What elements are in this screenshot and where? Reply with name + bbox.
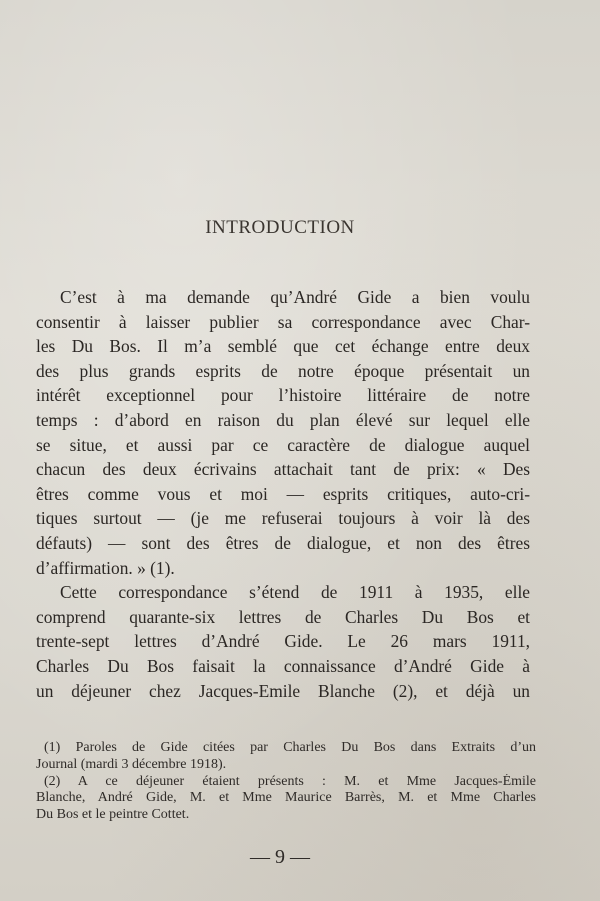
footnote-line: Journal (mardi 3 décembre 1918). bbox=[36, 756, 227, 772]
footnote-line: (1) Paroles de Gide citées par Charles Du Bos dans Extraits d’un bbox=[44, 740, 536, 755]
body-line: d’affirmation. » (1). bbox=[36, 557, 175, 578]
body-line: êtres comme vous et moi — esprits critiques, auto-cri- bbox=[36, 483, 530, 504]
footnotes bbox=[36, 740, 536, 824]
body-line: comprend quarante-six lettres de Charles Du Bos et bbox=[36, 606, 530, 627]
body-line: trente-sept lettres d’André Gide. Le 26 mars 1911, bbox=[36, 631, 530, 652]
body-line: les Du Bos. Il m’a semblé que cet échange entre deux bbox=[36, 336, 530, 357]
body-line: chacun des deux écrivains attachait tant de prix: « Des bbox=[36, 459, 530, 480]
body-text bbox=[36, 285, 530, 703]
body-line: intérêt exceptionnel pour l’histoire littéraire de notre bbox=[36, 385, 530, 406]
body-line: défauts) — sont des êtres de dialogue, et non des êtres bbox=[36, 532, 530, 553]
body-line: un déjeuner chez Jacques-Emile Blanche (2), et déjà un bbox=[36, 680, 530, 701]
chapter-title: INTRODUCTION bbox=[205, 217, 355, 238]
body-line: C’est à ma demande qu’André Gide a bien voulu bbox=[60, 287, 530, 307]
body-line: Charles Du Bos faisait la connaissance d’André Gide à bbox=[36, 655, 530, 676]
footnote-line: Blanche, André Gide, M. et Mme Maurice Barrès, M. et Mme Charles bbox=[36, 790, 536, 806]
body-line: des plus grands esprits de notre époque présentait un bbox=[36, 360, 530, 381]
body-line: consentir à laisser publier sa correspondance avec Char- bbox=[36, 311, 530, 332]
footnote-line: Du Bos et le peintre Cottet. bbox=[36, 807, 190, 823]
body-line: Cette correspondance s’étend de 1911 à 1935, elle bbox=[60, 582, 530, 603]
page-number: — 9 — bbox=[250, 846, 310, 868]
body-line: tiques surtout — (je me refuserai toujours à voir là des bbox=[36, 508, 530, 529]
body-line: temps : d’abord en raison du plan élevé sur lequel elle bbox=[36, 409, 530, 430]
footnote-line: (2) A ce déjeuner étaient présents : M. et Mme Jacques-Émile bbox=[44, 773, 536, 789]
body-line: se situe, et aussi par ce caractère de dialogue auquel bbox=[36, 434, 530, 455]
